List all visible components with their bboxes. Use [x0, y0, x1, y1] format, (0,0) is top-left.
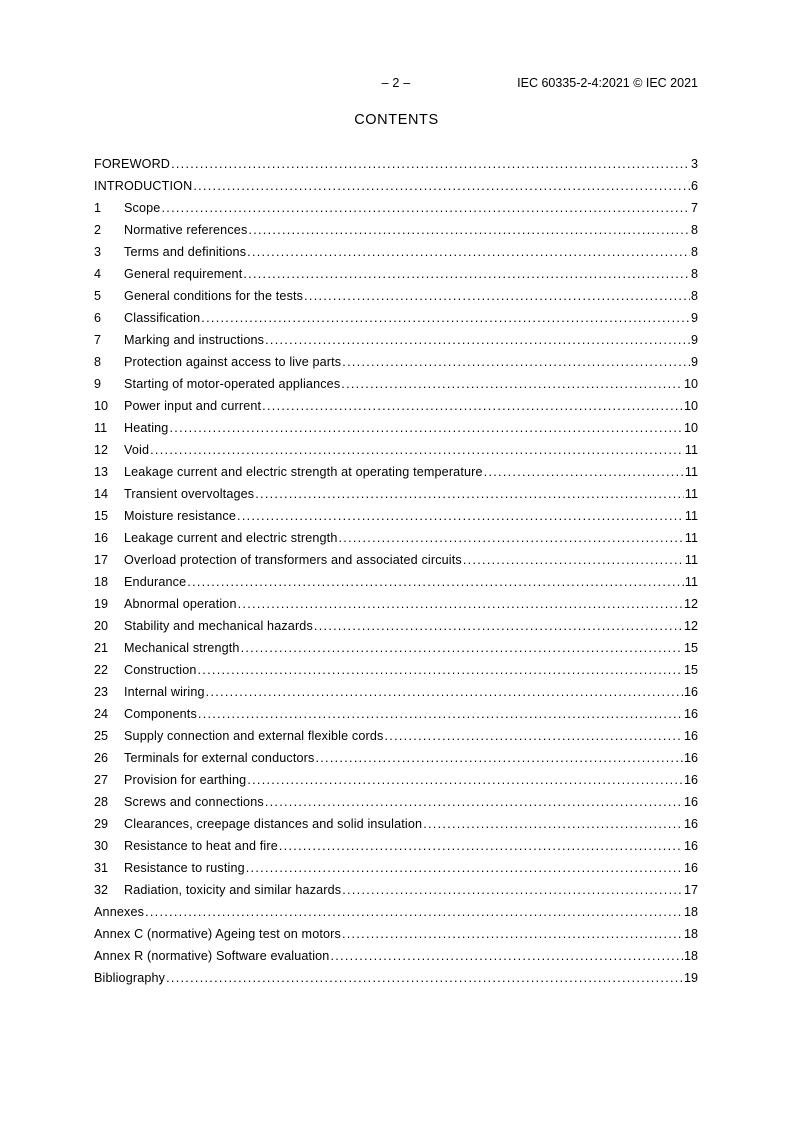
toc-entry-number: 19 — [94, 597, 109, 611]
dot-leader — [484, 461, 684, 483]
document-identifier: IEC 60335-2-4:2021 © IEC 2021 — [517, 76, 698, 90]
toc-entry[interactable] — [94, 351, 698, 373]
toc-entry-number: 7 — [94, 333, 102, 347]
toc-entry-page: 9 — [690, 355, 698, 369]
toc-entry[interactable] — [94, 307, 698, 329]
toc-entry-title: Terms and definitions — [124, 245, 247, 259]
toc-entry-title: Moisture resistance — [124, 509, 237, 523]
toc-entry-number: 14 — [94, 487, 109, 501]
toc-entry[interactable] — [94, 857, 698, 879]
toc-entry-title: General conditions for the tests — [124, 289, 304, 303]
toc-entry-number: 12 — [94, 443, 109, 457]
toc-entry-page: 9 — [690, 311, 698, 325]
toc-entry-page: 16 — [683, 773, 698, 787]
dot-leader — [314, 615, 683, 637]
toc-entry-title: Heating — [124, 421, 169, 435]
toc-entry-title: Leakage current and electric strength at operating temperature — [124, 465, 483, 479]
toc-entry[interactable] — [94, 725, 698, 747]
toc-entry-title: Leakage current and electric strength — [124, 531, 338, 545]
toc-entry[interactable] — [94, 439, 698, 461]
dot-leader — [248, 219, 690, 241]
toc-entry-page: 10 — [683, 377, 698, 391]
page-header — [94, 76, 698, 92]
toc-entry-page: 16 — [683, 685, 698, 699]
toc-entry-page: 11 — [684, 553, 698, 567]
toc-entry[interactable] — [94, 901, 698, 923]
toc-entry-title: Power input and current — [124, 399, 262, 413]
dot-leader — [201, 307, 690, 329]
dot-leader — [198, 659, 683, 681]
toc-entry-page: 9 — [690, 333, 698, 347]
toc-entry-page: 16 — [683, 751, 698, 765]
toc-entry[interactable] — [94, 967, 698, 989]
toc-entry[interactable] — [94, 637, 698, 659]
dot-leader — [255, 483, 684, 505]
toc-entry-number: 16 — [94, 531, 109, 545]
toc-entry[interactable] — [94, 461, 698, 483]
toc-entry-title: Endurance — [124, 575, 187, 589]
dot-leader — [304, 285, 690, 307]
toc-entry-page: 11 — [684, 509, 698, 523]
toc-entry-number: 15 — [94, 509, 109, 523]
toc-entry-page: 16 — [683, 817, 698, 831]
toc-entry-title: Supply connection and external flexible cords — [124, 729, 384, 743]
toc-entry[interactable] — [94, 373, 698, 395]
toc-entry[interactable] — [94, 483, 698, 505]
dot-leader — [166, 967, 683, 989]
dot-leader — [193, 175, 690, 197]
dot-leader — [423, 813, 683, 835]
toc-entry[interactable] — [94, 197, 698, 219]
toc-entry-title: Construction — [124, 663, 197, 677]
toc-entry-number: 25 — [94, 729, 109, 743]
toc-entry[interactable] — [94, 615, 698, 637]
toc-entry-page: 15 — [683, 641, 698, 655]
toc-entry-page: 18 — [683, 927, 698, 941]
toc-entry-title: Components — [124, 707, 197, 721]
toc-entry-title: Screws and connections — [124, 795, 264, 809]
toc-entry-page: 19 — [683, 971, 698, 985]
toc-entry-title: Stability and mechanical hazards — [124, 619, 313, 633]
dot-leader — [247, 241, 690, 263]
dot-leader — [187, 571, 684, 593]
toc-entry[interactable] — [94, 681, 698, 703]
toc-entry-page: 7 — [690, 201, 698, 215]
toc-entry-title: Starting of motor-operated appliances — [124, 377, 341, 391]
toc-entry-page: 8 — [690, 289, 698, 303]
page-number: – 2 – — [381, 76, 411, 90]
dot-leader — [342, 879, 683, 901]
toc-entry[interactable] — [94, 395, 698, 417]
dot-leader — [238, 593, 683, 615]
toc-entry[interactable] — [94, 417, 698, 439]
toc-entry[interactable] — [94, 241, 698, 263]
toc-entry-number: 13 — [94, 465, 109, 479]
toc-entry-number: 23 — [94, 685, 109, 699]
toc-entry-title: FOREWORD — [94, 157, 171, 171]
toc-entry-page: 11 — [684, 465, 698, 479]
toc-entry[interactable] — [94, 329, 698, 351]
dot-leader — [315, 747, 683, 769]
dot-leader — [463, 549, 684, 571]
toc-entry-title: Clearances, creepage distances and solid insulation — [124, 817, 423, 831]
toc-entry-title: Internal wiring — [124, 685, 205, 699]
dot-leader — [342, 351, 690, 373]
dot-leader — [341, 373, 683, 395]
toc-entry-title: INTRODUCTION — [94, 179, 193, 193]
toc-entry-title: Marking and instructions — [124, 333, 265, 347]
toc-entry[interactable] — [94, 945, 698, 967]
toc-entry-number: 5 — [94, 289, 102, 303]
toc-entry-number: 11 — [94, 421, 108, 435]
dot-leader — [265, 329, 690, 351]
toc-entry-page: 10 — [683, 399, 698, 413]
dot-leader — [241, 637, 683, 659]
toc-entry-page: 12 — [683, 597, 698, 611]
toc-entry-title: Normative references — [124, 223, 248, 237]
toc-entry[interactable] — [94, 527, 698, 549]
toc-entry[interactable] — [94, 175, 698, 197]
toc-entry-page: 11 — [684, 531, 698, 545]
toc-entry-page: 6 — [690, 179, 698, 193]
dot-leader — [145, 901, 683, 923]
toc-entry-number: 8 — [94, 355, 102, 369]
toc-entry-title: Abnormal operation — [124, 597, 237, 611]
toc-entry-title: Resistance to heat and fire — [124, 839, 278, 853]
toc-entry-page: 17 — [683, 883, 698, 897]
toc-entry-page: 16 — [683, 861, 698, 875]
toc-entry-number: 24 — [94, 707, 109, 721]
dot-leader — [243, 263, 690, 285]
toc-entry[interactable] — [94, 747, 698, 769]
toc-entry-number: 1 — [94, 201, 102, 215]
toc-entry-title: Radiation, toxicity and similar hazards — [124, 883, 342, 897]
toc-entry[interactable] — [94, 571, 698, 593]
toc-entry-number: 9 — [94, 377, 102, 391]
toc-entry[interactable] — [94, 285, 698, 307]
toc-entry[interactable] — [94, 703, 698, 725]
dot-leader — [279, 835, 683, 857]
toc-entry[interactable] — [94, 593, 698, 615]
toc-entry-page: 12 — [683, 619, 698, 633]
toc-entry-page: 16 — [683, 729, 698, 743]
toc-entry[interactable] — [94, 813, 698, 835]
toc-entry-page: 15 — [683, 663, 698, 677]
toc-entry-page: 10 — [683, 421, 698, 435]
toc-entry-title: Bibliography — [94, 971, 166, 985]
dot-leader — [246, 857, 683, 879]
toc-entry[interactable] — [94, 835, 698, 857]
dot-leader — [342, 923, 683, 945]
toc-entry-page: 18 — [683, 905, 698, 919]
toc-entry-page: 11 — [684, 443, 698, 457]
toc-entry-number: 3 — [94, 245, 102, 259]
toc-entry-number: 26 — [94, 751, 109, 765]
toc-entry-number: 31 — [94, 861, 109, 875]
contents-title: CONTENTS — [354, 112, 439, 128]
toc-entry-title: Terminals for external conductors — [124, 751, 315, 765]
toc-entry-page: 3 — [690, 157, 698, 171]
toc-entry[interactable] — [94, 505, 698, 527]
toc-entry-number: 21 — [94, 641, 109, 655]
toc-entry[interactable] — [94, 769, 698, 791]
toc-entry[interactable] — [94, 791, 698, 813]
toc-entry-title: Mechanical strength — [124, 641, 240, 655]
toc-entry-number: 6 — [94, 311, 102, 325]
toc-entry[interactable] — [94, 153, 698, 175]
dot-leader — [161, 197, 690, 219]
toc-entry-page: 8 — [690, 245, 698, 259]
toc-entry-title: Transient overvoltages — [124, 487, 255, 501]
toc-entry-title: Overload protection of transformers and associated circuits — [124, 553, 462, 567]
toc-entry-number: 27 — [94, 773, 109, 787]
toc-entry-title: General requirement — [124, 267, 243, 281]
toc-entry-number: 17 — [94, 553, 109, 567]
toc-entry-page: 8 — [690, 267, 698, 281]
dot-leader — [169, 417, 683, 439]
toc-entry-number: 32 — [94, 883, 109, 897]
toc-entry-page: 11 — [684, 575, 698, 589]
toc-entry[interactable] — [94, 263, 698, 285]
toc-entry-title: Annex R (normative) Software evaluation — [94, 949, 330, 963]
toc-entry-title: Void — [124, 443, 150, 457]
toc-entry[interactable] — [94, 659, 698, 681]
toc-entry-page: 8 — [690, 223, 698, 237]
toc-entry-number: 20 — [94, 619, 109, 633]
toc-entry-page: 16 — [683, 839, 698, 853]
dot-leader — [330, 945, 683, 967]
dot-leader — [206, 681, 683, 703]
toc-entry-number: 29 — [94, 817, 109, 831]
toc-entry-number: 18 — [94, 575, 109, 589]
toc-entry-title: Annex C (normative) Ageing test on motors — [94, 927, 341, 941]
dot-leader — [198, 703, 683, 725]
dot-leader — [265, 791, 683, 813]
dot-leader — [247, 769, 683, 791]
toc-entry[interactable] — [94, 923, 698, 945]
table-of-contents — [94, 153, 698, 989]
toc-entry-number: 30 — [94, 839, 109, 853]
toc-entry[interactable] — [94, 549, 698, 571]
toc-entry-title: Resistance to rusting — [124, 861, 245, 875]
dot-leader — [262, 395, 683, 417]
dot-leader — [150, 439, 684, 461]
toc-entry-title: Classification — [124, 311, 201, 325]
toc-entry-page: 16 — [683, 707, 698, 721]
toc-entry-number: 22 — [94, 663, 109, 677]
toc-entry[interactable] — [94, 879, 698, 901]
toc-entry-title: Scope — [124, 201, 161, 215]
dot-leader — [384, 725, 683, 747]
dot-leader — [237, 505, 684, 527]
dot-leader — [338, 527, 683, 549]
toc-entry-page: 11 — [684, 487, 698, 501]
toc-entry-number: 2 — [94, 223, 102, 237]
toc-entry-title: Protection against access to live parts — [124, 355, 342, 369]
toc-entry-page: 18 — [683, 949, 698, 963]
toc-entry[interactable] — [94, 219, 698, 241]
toc-entry-title: Provision for earthing — [124, 773, 247, 787]
dot-leader — [171, 153, 690, 175]
toc-entry-number: 28 — [94, 795, 109, 809]
toc-entry-number: 4 — [94, 267, 102, 281]
toc-entry-number: 10 — [94, 399, 109, 413]
toc-entry-page: 16 — [683, 795, 698, 809]
toc-entry-title: Annexes — [94, 905, 145, 919]
